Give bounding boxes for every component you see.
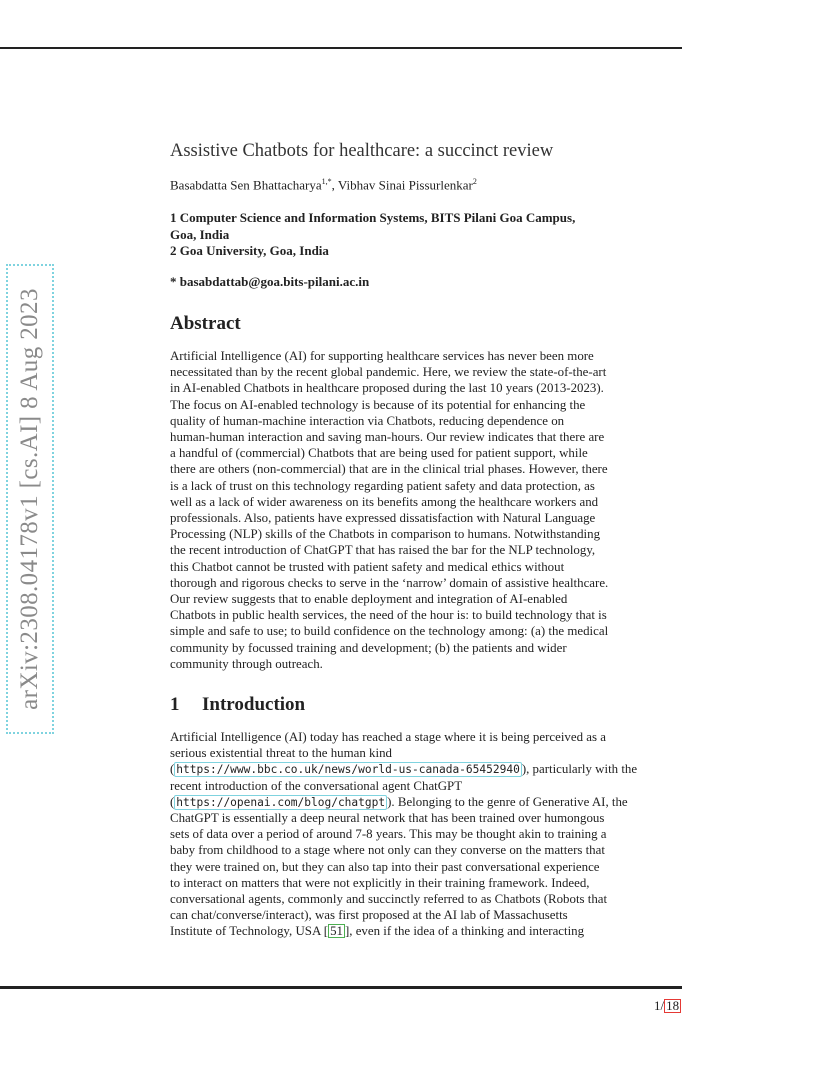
abstract-line: thorough and rigorous checks to serve in the ‘narrow’ domain of assistive healthcare. bbox=[170, 575, 609, 590]
affiliation-line: 1 Computer Science and Information Systems, BITS Pilani Goa Campus, bbox=[170, 210, 576, 225]
intro-line bbox=[170, 923, 682, 939]
bbc-link[interactable]: https://www.bbc.co.uk/news/world-us-canada-65452940 bbox=[176, 763, 520, 777]
author-name: Basabdatta Sen Bhattacharya bbox=[170, 177, 322, 193]
introduction-body bbox=[170, 729, 682, 940]
intro-line: baby from childhood to a stage where not only can they converse on the matters that bbox=[170, 843, 605, 858]
abstract-line: professionals. Also, patients have expressed dissatisfaction with Natural Language bbox=[170, 511, 596, 526]
intro-line: can chat/converse/interact), was first proposed at the AI lab of Massachusetts bbox=[170, 908, 568, 923]
intro-line bbox=[170, 794, 682, 810]
openai-link[interactable]: https://openai.com/blog/chatgpt bbox=[176, 795, 386, 809]
abstract-heading: Abstract bbox=[170, 313, 241, 334]
abstract-line: Chatbots in public health services, the need of the hour is: to build technology that is bbox=[170, 608, 607, 623]
abstract-line: the recent introduction of ChatGPT that has raised the bar for the NLP technology, bbox=[170, 543, 596, 558]
abstract-line: necessitated than by the recent global pandemic. Here, we review the state-of-the-art bbox=[170, 365, 607, 380]
abstract-line: community by focussed training and development; (b) the patients and wider bbox=[170, 640, 567, 655]
intro-line: ChatGPT is essentially a deep neural network that has been trained over humongous bbox=[170, 811, 605, 826]
intro-text: ). Belonging to the genre of Generative AI, the bbox=[387, 794, 628, 809]
abstract-body bbox=[170, 348, 682, 672]
author-list bbox=[170, 177, 682, 193]
abstract-line: Our review suggests that to enable deployment and integration of AI-enabled bbox=[170, 592, 568, 607]
intro-line: to interact on matters that were not explicitly in their training framework. Indeed, bbox=[170, 875, 590, 890]
citation-link[interactable]: 51 bbox=[330, 924, 343, 939]
intro-text: Institute of Technology, USA [ bbox=[170, 924, 329, 939]
abstract-line: in AI-enabled Chatbots in healthcare proposed during the last 10 years (2013-2023). bbox=[170, 381, 604, 396]
intro-line: recent introduction of the conversational agent ChatGPT bbox=[170, 778, 463, 793]
header-rule bbox=[0, 47, 682, 49]
abstract-line: Artificial Intelligence (AI) for supporting healthcare services has never been more bbox=[170, 349, 594, 363]
intro-line: sets of data over a period of around 7-8 years. This may be thought akin to training a bbox=[170, 827, 607, 842]
affiliation-line: 2 Goa University, Goa, India bbox=[170, 243, 329, 258]
abstract-line: community through outreach. bbox=[170, 656, 323, 671]
abstract-line: The focus on AI-enabled technology is because of its potential for enhancing the bbox=[170, 397, 586, 412]
intro-text: ), particularly with the bbox=[521, 762, 638, 777]
footer-rule bbox=[0, 986, 682, 989]
abstract-line: Processing (NLP) skills of the Chatbots in comparison to humans. Notwithstanding bbox=[170, 527, 601, 542]
intro-line: conversational agents, commonly and succinctly referred to as Chatbots (Robots that bbox=[170, 892, 608, 907]
author-affiliation-mark: 2 bbox=[472, 177, 477, 186]
abstract-line: simple and safe to use; to build confidence on the technology among: (a) the medical bbox=[170, 624, 609, 639]
abstract-line: is a lack of trust on this technology regarding patient safety and data protection, as bbox=[170, 478, 595, 493]
abstract-line: there are others (non-commercial) that are in the clinical trial phases. However, there bbox=[170, 462, 608, 477]
paren-open: ( bbox=[170, 762, 175, 777]
arxiv-stamp[interactable] bbox=[6, 264, 54, 734]
intro-line: serious existential threat to the human kind bbox=[170, 746, 392, 761]
intro-line bbox=[170, 761, 682, 777]
author-affiliation-mark: 1,* bbox=[321, 177, 332, 186]
abstract-line: this Chatbot cannot be trusted with patient safety and medical ethics without bbox=[170, 559, 565, 574]
author-name: Vibhav Sinai Pissurlenkar bbox=[337, 177, 473, 193]
abstract-line: quality of human-machine interaction via Chatbots, reducing dependence on bbox=[170, 413, 565, 428]
affiliations bbox=[170, 210, 682, 260]
arxiv-id: arXiv:2308.04178v1 [cs.AI] 8 Aug 2023 bbox=[16, 288, 43, 710]
abstract-line: a handful of (commercial) Chatbots that are being used for patient support, while bbox=[170, 446, 588, 461]
page-total-link[interactable]: 18 bbox=[666, 998, 680, 1013]
section-number: 1 bbox=[170, 694, 180, 715]
abstract-line: human-human interaction and saving man-hours. Our review indicates that there are bbox=[170, 430, 605, 445]
paper-title: Assistive Chatbots for healthcare: a succinct review bbox=[170, 141, 554, 161]
intro-text: ], even if the idea of a thinking and interacting bbox=[344, 924, 585, 939]
section-title: Introduction bbox=[202, 694, 306, 715]
abstract-line: well as a lack of wider awareness on its benefits among the healthcare workers and bbox=[170, 494, 599, 509]
page-slash: / bbox=[660, 998, 665, 1013]
page-number bbox=[654, 998, 681, 1014]
corresponding-email: * basabdattab@goa.bits-pilani.ac.in bbox=[170, 274, 370, 289]
page-current: 1 bbox=[654, 998, 661, 1013]
section-heading-introduction bbox=[170, 694, 682, 716]
intro-line: Artificial Intelligence (AI) today has reached a stage where it is being perceived as a bbox=[170, 730, 606, 744]
affiliation-line: Goa, India bbox=[170, 226, 230, 242]
intro-line: they were trained on, but they can also tap into their past conversational experience bbox=[170, 859, 600, 874]
paren-open: ( bbox=[170, 794, 175, 809]
author-separator: , bbox=[331, 177, 338, 193]
